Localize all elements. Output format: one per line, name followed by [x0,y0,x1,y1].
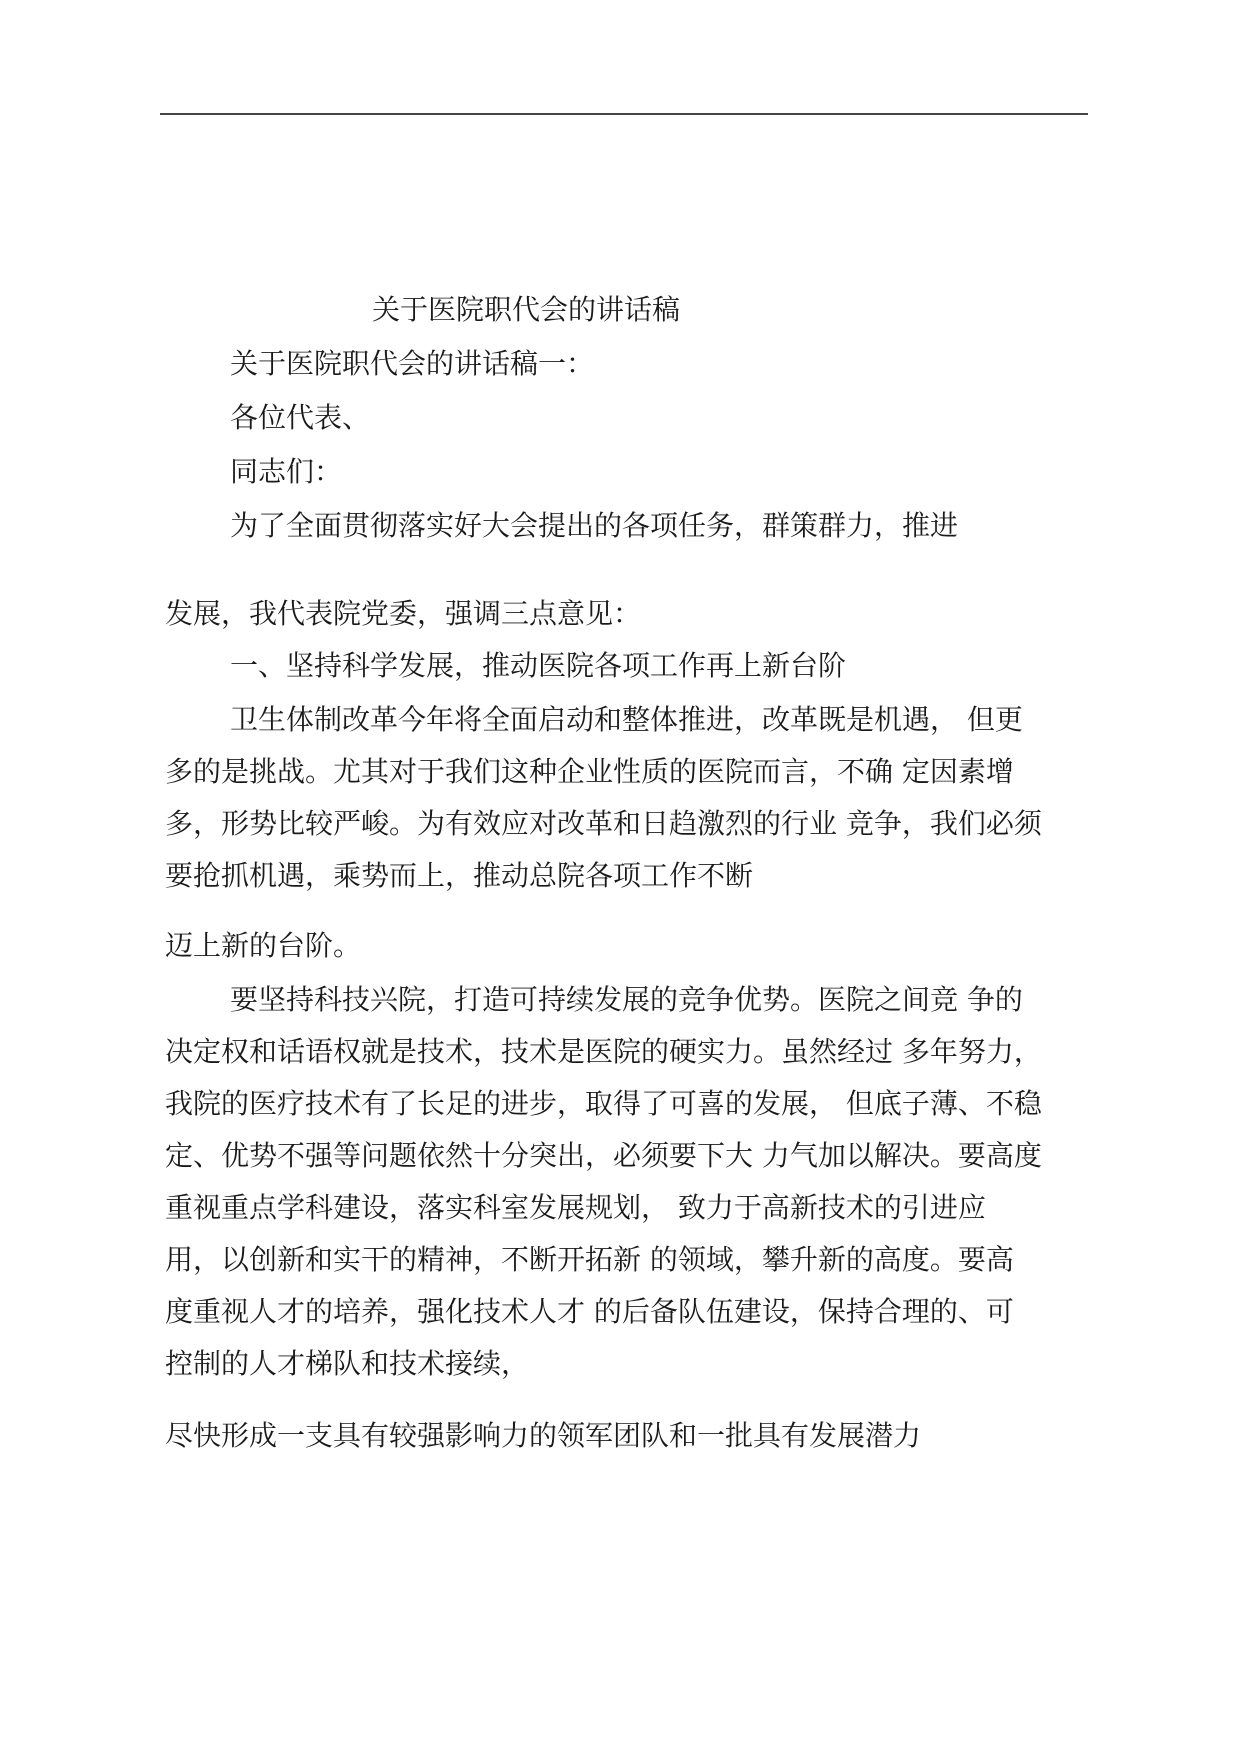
paragraph-line: 控制的人才梯队和技术接续， [165,1347,530,1380]
paragraph-line: 定、优势不强等问题依然十分突出，必须要下大 力气加以解决。要高度 [165,1139,1042,1172]
salutation-line: 同志们： [230,455,343,488]
paragraph-line: 要坚持科技兴院，打造可持续发展的竞争优势。医院之间竞 争的 [230,983,1023,1016]
paragraph-line: 发展，我代表院党委，强调三点意见： [165,597,642,630]
paragraph-line: 重视重点学科建设，落实科室发展规划， 致力于高新技术的引进应 [165,1191,986,1224]
paragraph-line: 迈上新的台阶。 [165,929,362,962]
paragraph-line: 多，形势比较严峻。为有效应对改革和日趋激烈的行业 竞争，我们必须 [165,807,1042,840]
paragraph-line: 我院的医疗技术有了长足的进步，取得了可喜的发展， 但底子薄、不稳 [165,1087,1042,1120]
document-title: 关于医院职代会的讲话稿 [372,293,681,326]
paragraph-line: 要抢抓机遇，乘势而上，推动总院各项工作不断 [165,859,754,892]
paragraph-line: 用，以创新和实干的精神，不断开拓新 的领域，攀升新的高度。要高 [165,1243,1014,1276]
paragraph-line: 多的是挑战。尤其对于我们这种企业性质的医院而言，不确 定因素增 [165,755,1014,788]
paragraph-line: 决定权和话语权就是技术，技术是医院的硬实力。虽然经过 多年努力， [165,1035,1042,1068]
paragraph-line: 尽快形成一支具有较强影响力的领军团队和一批具有发展潜力 [165,1419,922,1452]
subtitle-line: 关于医院职代会的讲话稿一： [230,347,595,380]
paragraph-line: 度重视人才的培养，强化技术人才 的后备队伍建设，保持合理的、可 [165,1295,1014,1328]
paragraph-line: 卫生体制改革今年将全面启动和整体推进，改革既是机遇， 但更 [230,703,1023,736]
paragraph-line: 为了全面贯彻落实好大会提出的各项任务，群策群力，推进 [230,509,959,542]
header-rule [160,113,1088,115]
section-heading: 一、坚持科学发展，推动医院各项工作再上新台阶 [230,649,847,682]
salutation-line: 各位代表、 [230,401,371,434]
